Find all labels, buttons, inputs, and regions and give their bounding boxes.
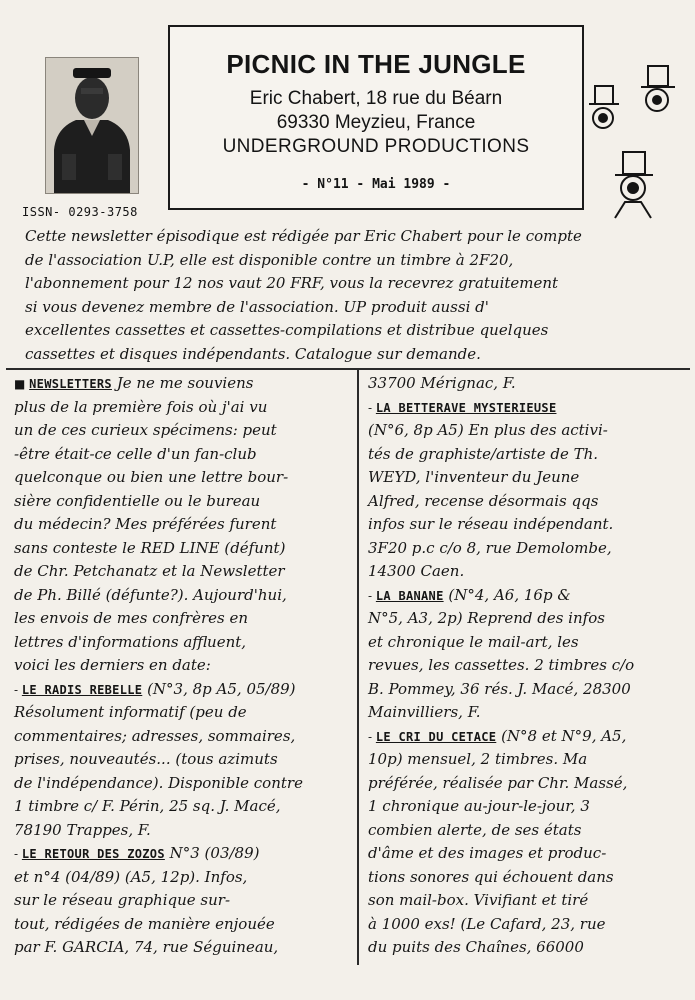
line-text: B. Pommey, 36 rés. J. Macé, 28300 — [368, 679, 631, 698]
address-line-2: 69330 Meyzieu, France — [276, 112, 476, 133]
column-line — [14, 678, 344, 702]
newsletter-title: PICNIC IN THE JUNGLE — [226, 49, 526, 79]
line-text: quelconque ou bien une lettre bour- — [14, 468, 289, 486]
entry-heading: LE RADIS REBELLE — [21, 682, 143, 697]
line-text: tout, rédigées de manière enjouée — [14, 914, 275, 933]
line-text: 1 chronique au-jour-le-jour, 3 — [368, 797, 590, 815]
column-line — [14, 772, 344, 796]
column-line — [368, 936, 695, 960]
line-text: à 1000 exs! (Le Cafard, 23, rue — [368, 914, 606, 933]
column-line — [14, 372, 344, 396]
line-text: Alfred, recense désormais qqs — [368, 491, 599, 510]
column-line — [14, 913, 344, 937]
line-text: Mainvilliers, F. — [368, 703, 481, 721]
column-line — [368, 772, 695, 796]
column-divider — [357, 370, 359, 965]
column-line — [368, 654, 695, 678]
column-line — [14, 654, 344, 678]
column-line — [368, 795, 695, 819]
column-line — [14, 936, 344, 960]
line-text: revues, les cassettes. 2 timbres c/o — [368, 656, 635, 674]
entry-bullet: - — [368, 729, 376, 744]
column-line — [14, 795, 344, 819]
column-line — [368, 913, 695, 937]
entry-bullet: - — [368, 400, 376, 415]
line-text: du médecin? Mes préférées furent — [14, 515, 277, 533]
column-line — [14, 725, 344, 749]
column-line — [368, 396, 695, 420]
column-line — [368, 607, 695, 631]
column-line — [368, 584, 695, 608]
line-text: d'âme et des images et produc- — [368, 844, 607, 862]
column-line — [14, 607, 344, 631]
column-line — [14, 748, 344, 772]
horizontal-divider — [6, 368, 690, 370]
line-text: N°5, A3, 2p) Reprend des infos — [368, 609, 605, 627]
column-line — [368, 701, 695, 725]
line-text: de Ph. Billé (défunte?). Aujourd'hui, — [14, 585, 287, 604]
intro-line: Cette newsletter épisodique est rédigée par Eric Chabert pour le compte — [25, 227, 582, 245]
line-text: et n°4 (04/89) (A5, 12p). Infos, — [14, 867, 248, 886]
line-text: prises, nouveautés... (tous azimuts — [14, 750, 278, 768]
line-text: N°3 (03/89) — [169, 844, 260, 862]
column-line — [14, 466, 344, 490]
entry-heading: LA BETTERAVE MYSTERIEUSE — [375, 400, 557, 415]
line-text: WEYD, l'inventeur du Jeune — [368, 468, 580, 486]
column-line — [14, 396, 344, 420]
right-column — [368, 372, 695, 960]
entry-heading: LE RETOUR DES ZOZOS — [21, 847, 165, 861]
entry-bullet: - — [14, 847, 22, 861]
line-text: voici les derniers en date: — [14, 656, 211, 674]
masthead-box — [168, 25, 584, 210]
intro-line: cassettes et disques indépendants. Catalogue sur demande. — [25, 344, 481, 363]
column-line — [14, 631, 344, 655]
line-text: par F. GARCIA, 74, rue Séguineau, — [14, 938, 279, 956]
intro-line: de l'association U.P, elle est disponible contre un timbre à 2F20, — [25, 250, 514, 269]
intro-paragraph — [25, 225, 680, 367]
column-line — [14, 584, 344, 608]
line-text: (N°3, 8p A5, 05/89) — [147, 679, 296, 698]
column-line — [14, 560, 344, 584]
line-text: un de ces curieux spécimens: peut — [14, 421, 277, 439]
column-line — [368, 842, 695, 866]
entry-heading: NEWSLETTERS — [29, 377, 112, 391]
line-text: commentaires; adresses, sommaires, — [14, 726, 296, 745]
address-line-1: Eric Chabert, 18 rue du Béarn — [249, 88, 503, 109]
column-line — [368, 560, 695, 584]
line-text: 10p) mensuel, 2 timbres. Ma — [368, 750, 588, 768]
column-line — [14, 443, 344, 467]
column-line — [14, 889, 344, 913]
entry-bullet: - — [14, 682, 22, 697]
column-line — [368, 819, 695, 843]
column-line — [14, 842, 344, 866]
column-line — [368, 889, 695, 913]
column-line — [368, 725, 695, 749]
intro-line: excellentes cassettes et cassettes-compilations et distribue quelques — [25, 321, 549, 340]
line-text: (N°4, A6, 16p & — [448, 585, 571, 604]
column-line — [14, 490, 344, 514]
line-text: 14300 Caen. — [368, 562, 465, 580]
line-text: infos sur le réseau indépendant. — [368, 515, 614, 533]
column-line — [368, 419, 695, 443]
line-text: et chronique le mail-art, les — [368, 632, 579, 651]
line-text: les envois de mes confrères en — [14, 609, 249, 627]
column-line — [368, 513, 695, 537]
entry-bullet: ■ — [14, 377, 30, 391]
column-line — [368, 866, 695, 890]
line-text: tés de graphiste/artiste de Th. — [368, 444, 599, 463]
line-text: préférée, réalisée par Chr. Massé, — [368, 773, 628, 792]
line-text: -être était-ce celle d'un fan-club — [14, 444, 257, 463]
column-line — [14, 513, 344, 537]
column-line — [368, 490, 695, 514]
line-text: du puits des Chaînes, 66000 — [368, 938, 584, 956]
column-line — [368, 372, 695, 396]
line-text: son mail-box. Vivifiant et tiré — [368, 891, 589, 909]
entry-bullet: - — [368, 588, 376, 603]
line-text: 33700 Mérignac, F. — [368, 374, 516, 392]
hat-figures-drawing — [585, 60, 690, 220]
line-text: combien alerte, de ses états — [368, 820, 582, 839]
line-text: Je ne me souviens — [116, 374, 254, 392]
line-text: (N°6, 8p A5) En plus des activi- — [368, 421, 608, 439]
column-line — [14, 701, 344, 725]
line-text: 1 timbre c/ F. Périn, 25 sq. J. Macé, — [14, 797, 281, 815]
line-text: lettres d'informations affluent, — [14, 632, 247, 651]
issn-number: ISSN- 0293-3758 — [22, 205, 138, 219]
line-text: de Chr. Petchanatz et la Newsletter — [14, 562, 285, 580]
column-line — [368, 678, 695, 702]
intro-line: si vous devenez membre de l'association. UP produit aussi d' — [25, 297, 489, 316]
line-text: 78190 Trappes, F. — [14, 820, 151, 839]
column-line — [368, 537, 695, 561]
column-line — [368, 466, 695, 490]
column-line — [368, 631, 695, 655]
line-text: (N°8 et N°9, A5, — [501, 726, 627, 745]
column-line — [14, 419, 344, 443]
entry-heading: LE CRI DU CETACE — [375, 729, 497, 744]
line-text: de l'indépendance). Disponible contre — [14, 773, 303, 792]
intro-line: l'abonnement pour 12 nos vaut 20 FRF, vous la recevrez gratuitement — [25, 274, 559, 293]
column-line — [368, 748, 695, 772]
issue-number: - N°11 - Mai 1989 - — [301, 177, 451, 192]
column-line — [14, 819, 344, 843]
label-name: UNDERGROUND PRODUCTIONS — [222, 136, 530, 157]
line-text: plus de la première fois où j'ai vu — [14, 397, 268, 416]
line-text: Résolument informatif (peu de — [14, 703, 247, 721]
line-text: sans conteste le RED LINE (défunt) — [14, 538, 286, 557]
column-line — [14, 537, 344, 561]
column-line — [14, 866, 344, 890]
line-text: 3F20 p.c c/o 8, rue Demolombe, — [368, 538, 612, 557]
entry-heading: LA BANANE — [375, 588, 444, 603]
line-text: sière confidentielle ou le bureau — [14, 491, 261, 510]
left-column — [14, 372, 344, 960]
column-line — [368, 443, 695, 467]
portrait-photo — [45, 57, 139, 194]
line-text: sur le réseau graphique sur- — [14, 891, 231, 909]
line-text: tions sonores qui échouent dans — [368, 867, 614, 886]
